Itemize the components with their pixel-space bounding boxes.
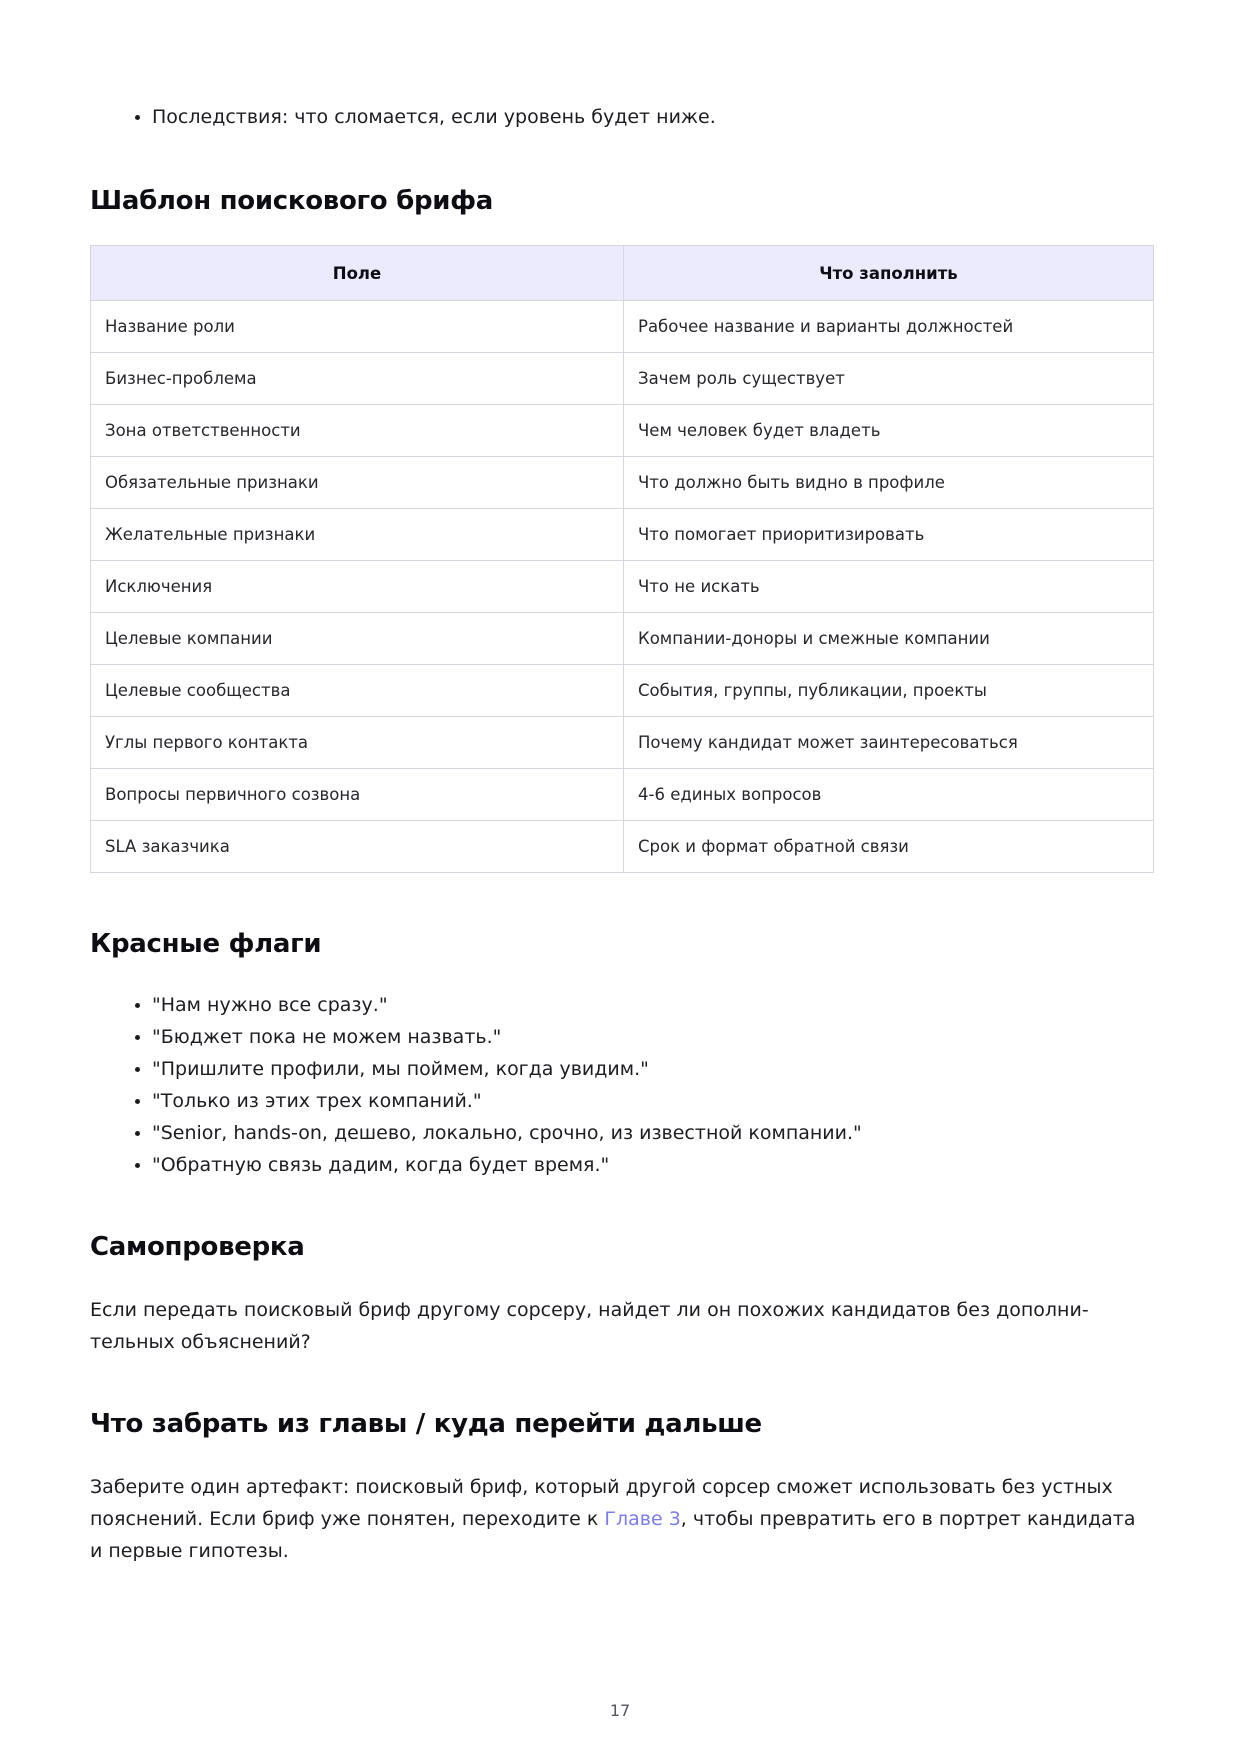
red-flags-list	[90, 989, 1216, 1181]
table-cell-field: SLA заказчика	[91, 821, 624, 873]
table-row	[91, 561, 1154, 613]
brief-template-table	[90, 245, 1154, 873]
table-cell-fill: Зачем роль существует	[624, 353, 1154, 405]
column-header-field: Поле	[91, 246, 624, 301]
paragraph-line: тельных объяснений?	[90, 1331, 311, 1353]
table-cell-field: Название роли	[91, 301, 624, 353]
section-heading-self-check: Самопроверка	[90, 1232, 305, 1262]
table-cell-field: Целевые сообщества	[91, 665, 624, 717]
table-body	[91, 301, 1154, 873]
table-cell-fill: Что должно быть видно в профиле	[624, 457, 1154, 509]
list-item: • "Только из этих трех компаний."	[152, 1085, 1216, 1117]
table-cell-field: Обязательные признаки	[91, 457, 624, 509]
paragraph-line: и первые гипотезы.	[90, 1540, 289, 1562]
table-cell-field: Исключения	[91, 561, 624, 613]
table-cell-field: Зона ответственности	[91, 405, 624, 457]
table-row	[91, 769, 1154, 821]
table-cell-fill: Чем человек будет владеть	[624, 405, 1154, 457]
paragraph-line: Заберите один артефакт: поисковый бриф, который другой сорсер сможет использовать без устных	[90, 1476, 1113, 1498]
table-cell-fill: Что помогает приоритизировать	[624, 509, 1154, 561]
table-row	[91, 457, 1154, 509]
table-cell-field: Углы первого контакта	[91, 717, 624, 769]
table-cell-field: Вопросы первичного созвона	[91, 769, 624, 821]
list-item: • Последствия: что сломается, если уровень будет ниже.	[152, 101, 1216, 133]
list-item: • "Senior, hands-on, дешево, локально, срочно, из известной компании."	[152, 1117, 1216, 1149]
table-cell-field: Целевые компании	[91, 613, 624, 665]
table-cell-fill: Почему кандидат может заинтересоваться	[624, 717, 1154, 769]
table-cell-fill: Срок и формат обратной связи	[624, 821, 1154, 873]
table-header-row	[91, 246, 1154, 301]
section-heading-next-steps: Что забрать из главы / куда перейти дальше	[90, 1409, 762, 1439]
paragraph-text: , чтобы превратить его в портрет кандидата	[680, 1508, 1136, 1530]
self-check-paragraph	[90, 1294, 1154, 1358]
paragraph-line: Если передать поисковый бриф другому сорсеру, найдет ли он похожих кандидатов без дополни-	[90, 1299, 1089, 1321]
table-row	[91, 405, 1154, 457]
next-steps-paragraph	[90, 1471, 1154, 1567]
paragraph-text: пояснений. Если бриф уже понятен, переходите к	[90, 1508, 605, 1530]
table-cell-field: Бизнес-проблема	[91, 353, 624, 405]
table-row	[91, 353, 1154, 405]
section-heading-template: Шаблон поискового брифа	[90, 186, 493, 216]
table-cell-fill: 4-6 единых вопросов	[624, 769, 1154, 821]
list-item: • "Нам нужно все сразу."	[152, 989, 1216, 1021]
table-row	[91, 509, 1154, 561]
table-cell-fill: События, группы, публикации, проекты	[624, 665, 1154, 717]
table-cell-fill: Что не искать	[624, 561, 1154, 613]
section-heading-red-flags: Красные флаги	[90, 929, 322, 959]
column-header-fill: Что заполнить	[624, 246, 1154, 301]
table-cell-field: Желательные признаки	[91, 509, 624, 561]
page-number: 17	[609, 1701, 631, 1720]
table-row	[91, 821, 1154, 873]
list-item: • "Обратную связь дадим, когда будет время."	[152, 1149, 1216, 1181]
list-item: • "Пришлите профили, мы поймем, когда увидим."	[152, 1053, 1216, 1085]
table-row	[91, 717, 1154, 769]
table-row	[91, 301, 1154, 353]
list-item: • "Бюджет пока не можем назвать."	[152, 1021, 1216, 1053]
table-cell-fill: Рабочее название и варианты должностей	[624, 301, 1154, 353]
top-bullet-list	[90, 101, 1216, 133]
chapter-3-link[interactable]: Главе 3	[604, 1508, 681, 1530]
table-row	[91, 613, 1154, 665]
table-cell-fill: Компании-доноры и смежные компании	[624, 613, 1154, 665]
table-row	[91, 665, 1154, 717]
